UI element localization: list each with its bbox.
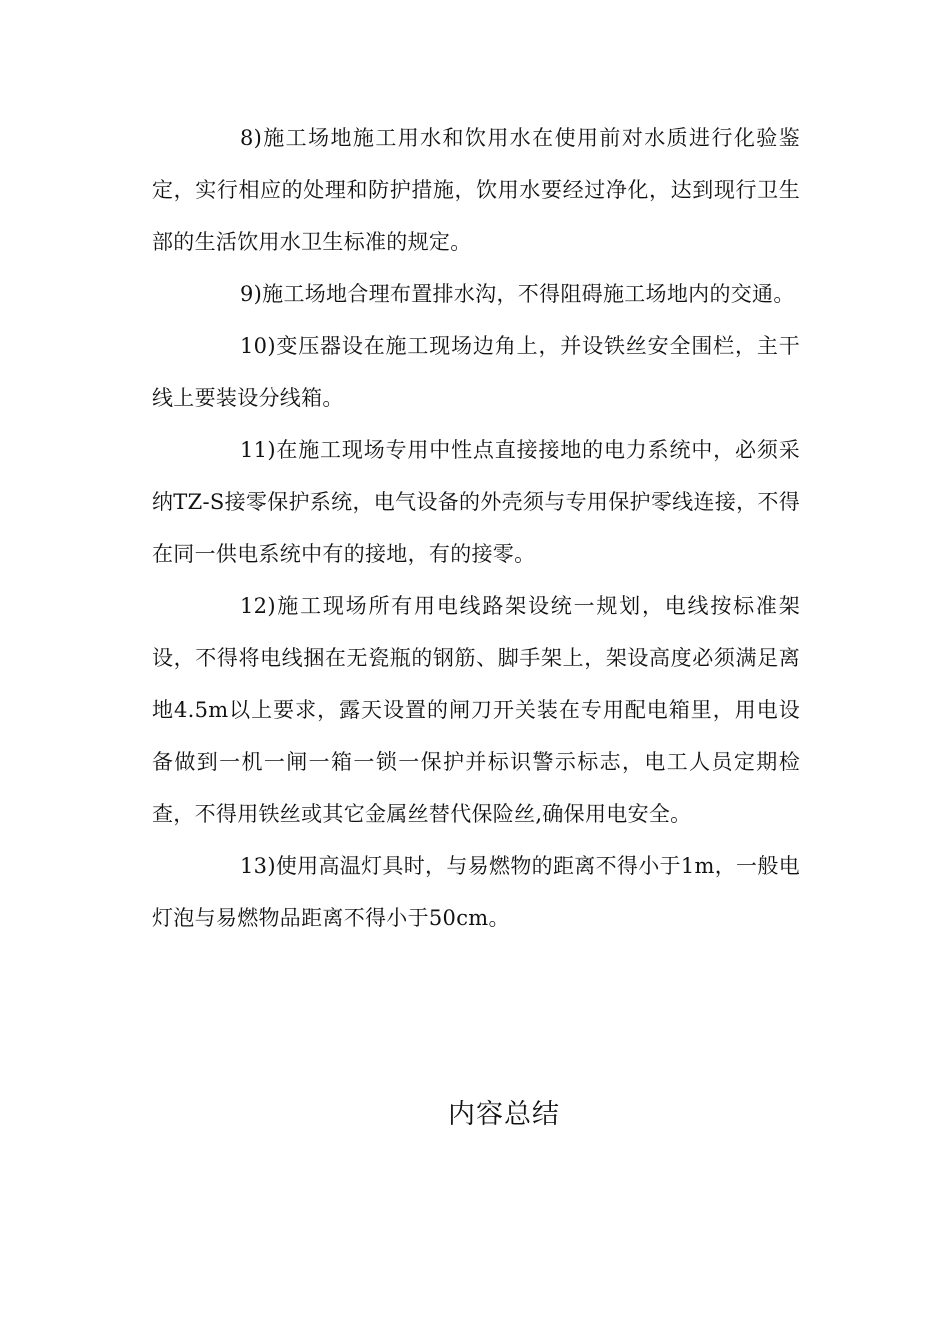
document-body	[152, 112, 800, 944]
paragraph-item-8: 8)施工场地施工用水和饮用水在使用前对水质进行化验鉴定，实行相应的处理和防护措施，饮用水要经过净化，达到现行卫生部的生活饮用水卫生标准的规定。	[152, 126, 800, 254]
paragraph-item-10: 10)变压器设在施工现场边角上，并设铁丝安全围栏，主干线上要装设分线箱。	[152, 334, 800, 410]
summary-heading: 内容总结	[448, 1099, 560, 1130]
paragraph-item-9: 9)施工场地合理布置排水沟，不得阻碍施工场地内的交通。	[240, 282, 795, 306]
paragraph-item-11: 11)在施工现场专用中性点直接接地的电力系统中，必须采纳TZ-S接零保护系统，电气设备的外壳须与专用保护零线连接，不得在同一供电系统中有的接地，有的接零。	[152, 438, 800, 566]
paragraph-item-13: 13)使用高温灯具时，与易燃物的距离不得小于1m，一般电灯泡与易燃物品距离不得小于50cm。	[152, 854, 800, 930]
paragraph-item-12: 12)施工现场所有用电线路架设统一规划，电线按标准架设，不得将电线捆在无瓷瓶的钢筋、脚手架上，架设高度必须满足离地4.5m以上要求，露天设置的闸刀开关装在专用配电箱里，用电设备做到一机一闸一箱一锁一保护并标识警示标志，电工人员定期检查，不得用铁丝或其它金属丝替代保险丝,确保用电安全。	[152, 594, 800, 826]
